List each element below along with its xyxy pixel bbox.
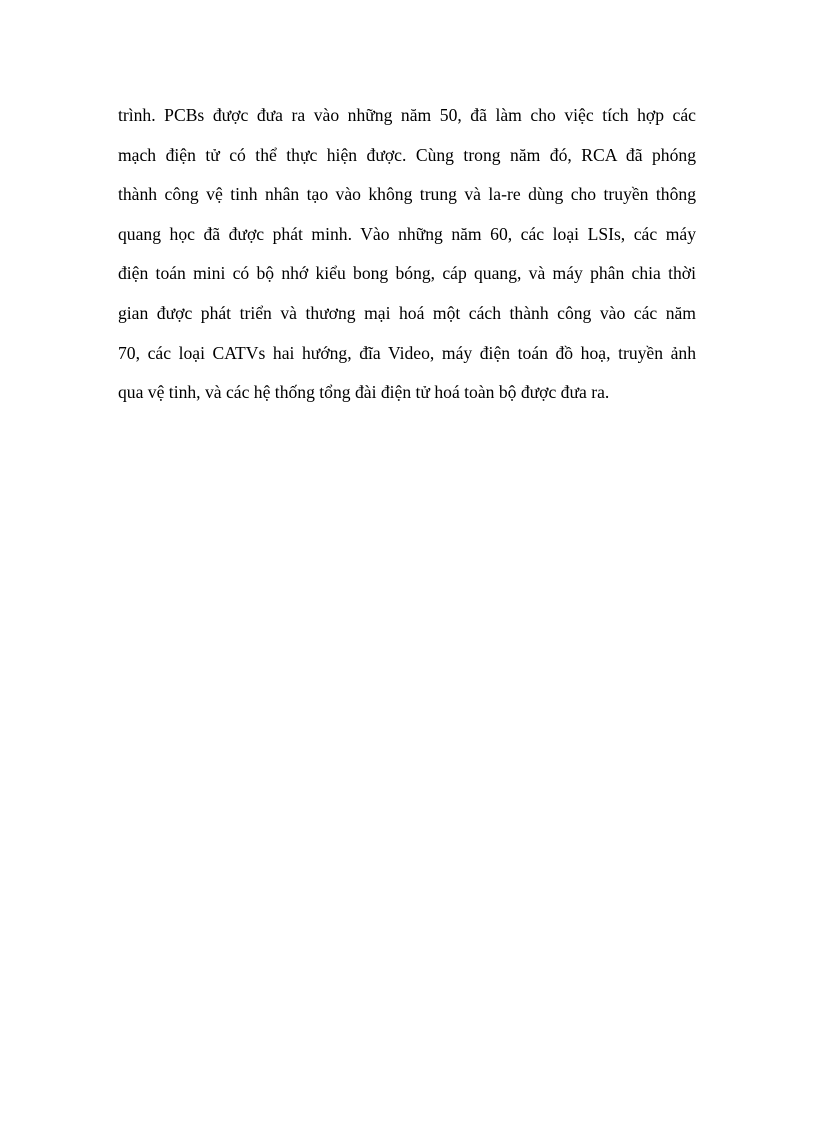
- text-line: qua vệ tinh, và các hệ thống tổng đài điện tử hoá toàn bộ được đưa ra.: [118, 382, 610, 403]
- body-paragraph: [118, 96, 696, 413]
- text-line: 70, các loại CATVs hai hướng, đĩa Video, máy điện toán đồ hoạ, truyền ảnh: [118, 342, 696, 363]
- text-line: gian được phát triển và thương mại hoá một cách thành công vào các năm: [118, 302, 696, 323]
- text-line: thành công vệ tinh nhân tạo vào không trung và la-re dùng cho truyền thông: [118, 184, 696, 205]
- text-line: mạch điện tử có thể thực hiện được. Cùng trong năm đó, RCA đã phóng: [118, 144, 696, 165]
- text-line: trình. PCBs được đưa ra vào những năm 50, đã làm cho việc tích hợp các: [118, 105, 696, 125]
- text-line: quang học đã được phát minh. Vào những năm 60, các loại LSIs, các máy: [118, 223, 696, 244]
- text-line: điện toán mini có bộ nhớ kiểu bong bóng, cáp quang, và máy phân chia thời: [118, 263, 696, 284]
